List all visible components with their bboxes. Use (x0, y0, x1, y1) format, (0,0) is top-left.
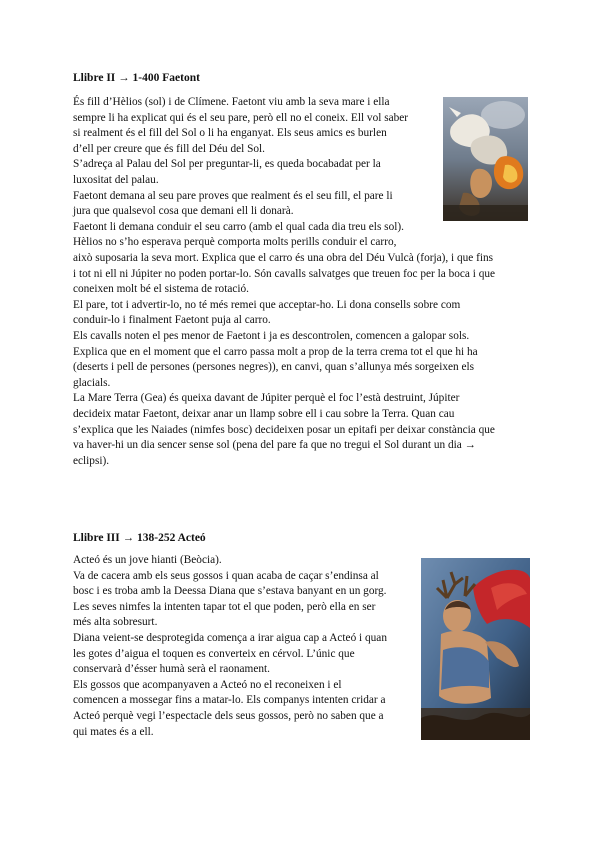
text-line: les gotes d’aigua el toquen es converteix en cérvol. L’únic que (73, 647, 355, 660)
text-line: Els cavalls noten el pes menor de Faetont i ja es descontrolen, comencen a galopar sols. (73, 330, 470, 342)
text-line: més alta sobresurt. (73, 616, 158, 629)
text-line: bosc i es troba amb la Deessa Diana que s’estava banyant en un gorg. (73, 585, 387, 598)
text-line: eclipsi). (73, 454, 110, 467)
text-line: Acteó és un jove hianti (Beòcia). (73, 554, 222, 566)
text-line: Va de cacera amb els seus gossos i quan acaba de caçar s’endinsa al (73, 569, 379, 582)
text-line: va haver-hi un dia sencer sense sol (pena del pare fa que no tregui el Sol durant un dia → (73, 439, 476, 452)
text-line: És fill d’Hèlios (sol) i de Clímene. Faetont viu amb la seva mare i ella (73, 96, 390, 108)
actaeon-painting-image (421, 558, 530, 740)
painting-fall-of-phaethon-icon (443, 97, 528, 221)
text-line: luxositat del palau. (73, 174, 159, 186)
text-line: coneixen molt bé el sistema de rotació. (73, 283, 249, 296)
text-line: Faetont li demana conduir el seu carro (amb el qual cada dia treu els sol). (73, 220, 404, 233)
text-line: decideix matar Faetont, deixar anar un llamp sobre ell i cau sobre la Terra. Quan cau (73, 408, 455, 420)
text-line: Acteó perquè vegi l’espectacle dels seus gossos, però no saben que a (73, 710, 384, 722)
text-line: conduir-lo i finalment Faetont puja al carro. (73, 314, 271, 327)
text-line: conservarà d’ésser humà serà el raonament. (73, 663, 270, 676)
text-line: Hèlios no s’ho esperava perquè comporta molts perills conduir el carro, (73, 236, 397, 249)
text-line: s’explica que les Naiades (nimfes bosc) decideixen posar un epitafi per deixar constància que (73, 423, 495, 436)
text-line: Diana veient-se desprotegida comença a irar aigua cap a Acteó i quan (73, 632, 387, 644)
text-line: Explica que en el moment que el carro passa molt a prop de la terra crema tot el que hi ha (73, 345, 478, 358)
text-line: Faetont demana al seu pare proves que realment és el seu fill, el pare li (73, 189, 393, 202)
text-line: Els gossos que acompanyaven a Acteó no el reconeixen i el (73, 678, 342, 691)
text-line: i tot ni ell ni Júpiter no poden portar-lo. Són cavalls salvatges que treuen foc per la boca i que (73, 267, 496, 280)
text-line: S’adreça al Palau del Sol per preguntar-li, es queda bocabadat per la (73, 158, 381, 171)
text-line: glacials. (73, 376, 111, 389)
text-line: d’ell per creure que és fill del Déu del Sol. (73, 142, 265, 155)
text-line: comencen a mossegar fins a matar-lo. Els companys intenten cridar a (73, 694, 386, 707)
text-line: jura que qualsevol cosa que demani ell li donarà. (73, 205, 294, 218)
section-title-faetont: Llibre II → 1-400 Faetont (73, 72, 200, 84)
text-line: Les seves nimfes la intenten tapar tot el que poden, però ella en ser (73, 600, 376, 613)
text-line: El pare, tot i advertir-lo, no té més remei que acceptar-ho. Li dona consells sobre com (73, 298, 461, 311)
text-line: si realment és el fill del Sol o li ha enganyat. Els seus amics es burlen (73, 127, 387, 140)
phaethon-painting-image (443, 97, 528, 221)
text-line: La Mare Terra (Gea) és queixa davant de Júpiter perquè el foc l’està destruint, Júpiter (73, 392, 460, 405)
text-line: qui mates és a ell. (73, 725, 154, 738)
text-line: (deserts i pell de persones (persones negres)), en canvi, quan s’allunya més sorgeixen els (73, 361, 475, 374)
text-line: sempre li ha explicat qui és el seu pare, però ell no el coneix. Ell vol saber (73, 111, 409, 124)
painting-actaeon-icon (421, 558, 530, 740)
text-line: això suposaria la seva mort. Explica que el carro és una obra del Déu Vulcà (forja), i que fins (73, 252, 494, 264)
section-title-acteo: Llibre III → 138-252 Acteó (73, 532, 206, 544)
